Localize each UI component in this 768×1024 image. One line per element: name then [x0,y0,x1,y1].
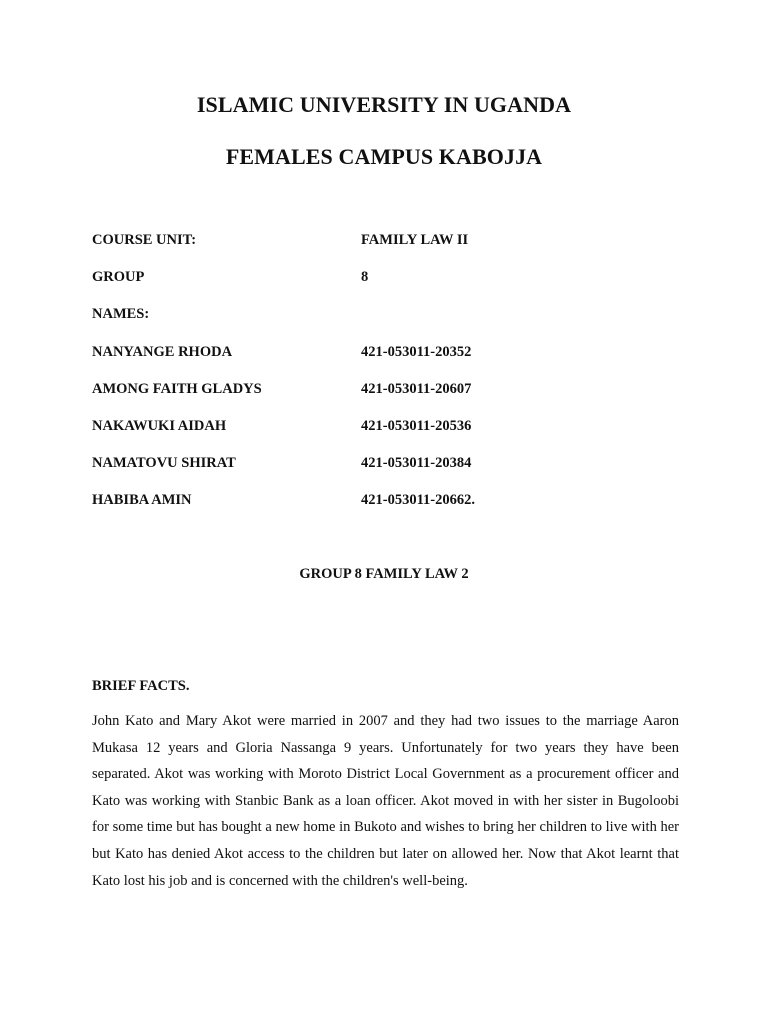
campus-title: FEMALES CAMPUS KABOJJA [225,144,543,169]
member-row [92,381,692,401]
course-unit-row [92,232,692,252]
brief-facts-paragraph: John Kato and Mary Akot were married in 2007 and they had two issues to the marriage Aaron Mukasa 12 years and Gloria Nassanga 9 years. Unfortunately for two years they have been separated. Akot was working with Moroto District Local Government as a procurement officer and Kato was working with Stanbic Bank as a loan officer. Akot moved in with her sister in Bugoloobi for some time but has bought a new home in Bukoto and wishes to bring her children to live with her but Kato has denied Akot access to the children but later on allowed her. Now that Akot learnt that Kato lost his job and is concerned with the children's well-being. [92,713,679,889]
member-row [92,455,692,475]
group-label: GROUP [92,269,145,285]
member-reg-number: 421-053011-20352 [361,344,472,360]
course-unit-value: FAMILY LAW II [361,232,469,248]
brief-facts-heading: BRIEF FACTS. [92,678,190,694]
member-name: NAKAWUKI AIDAH [92,418,227,434]
course-unit-label: COURSE UNIT: [92,232,197,248]
names-label: NAMES: [92,306,150,322]
group-row [92,269,692,289]
member-name: NAMATOVU SHIRAT [92,455,236,471]
member-reg-number: 421-053011-20662. [361,492,475,508]
university-title: ISLAMIC UNIVERSITY IN UGANDA [196,92,572,117]
member-name: HABIBA AMIN [92,492,192,508]
member-name: AMONG FAITH GLADYS [92,381,262,397]
member-row [92,344,692,364]
member-reg-number: 421-053011-20536 [361,418,472,434]
names-row [92,306,692,326]
member-name: NANYANGE RHODA [92,344,233,360]
group-title: GROUP 8 FAMILY LAW 2 [299,566,469,582]
member-row [92,418,692,438]
member-reg-number: 421-053011-20384 [361,455,472,471]
group-value: 8 [361,269,369,285]
member-reg-number: 421-053011-20607 [361,381,472,397]
member-row [92,492,692,512]
